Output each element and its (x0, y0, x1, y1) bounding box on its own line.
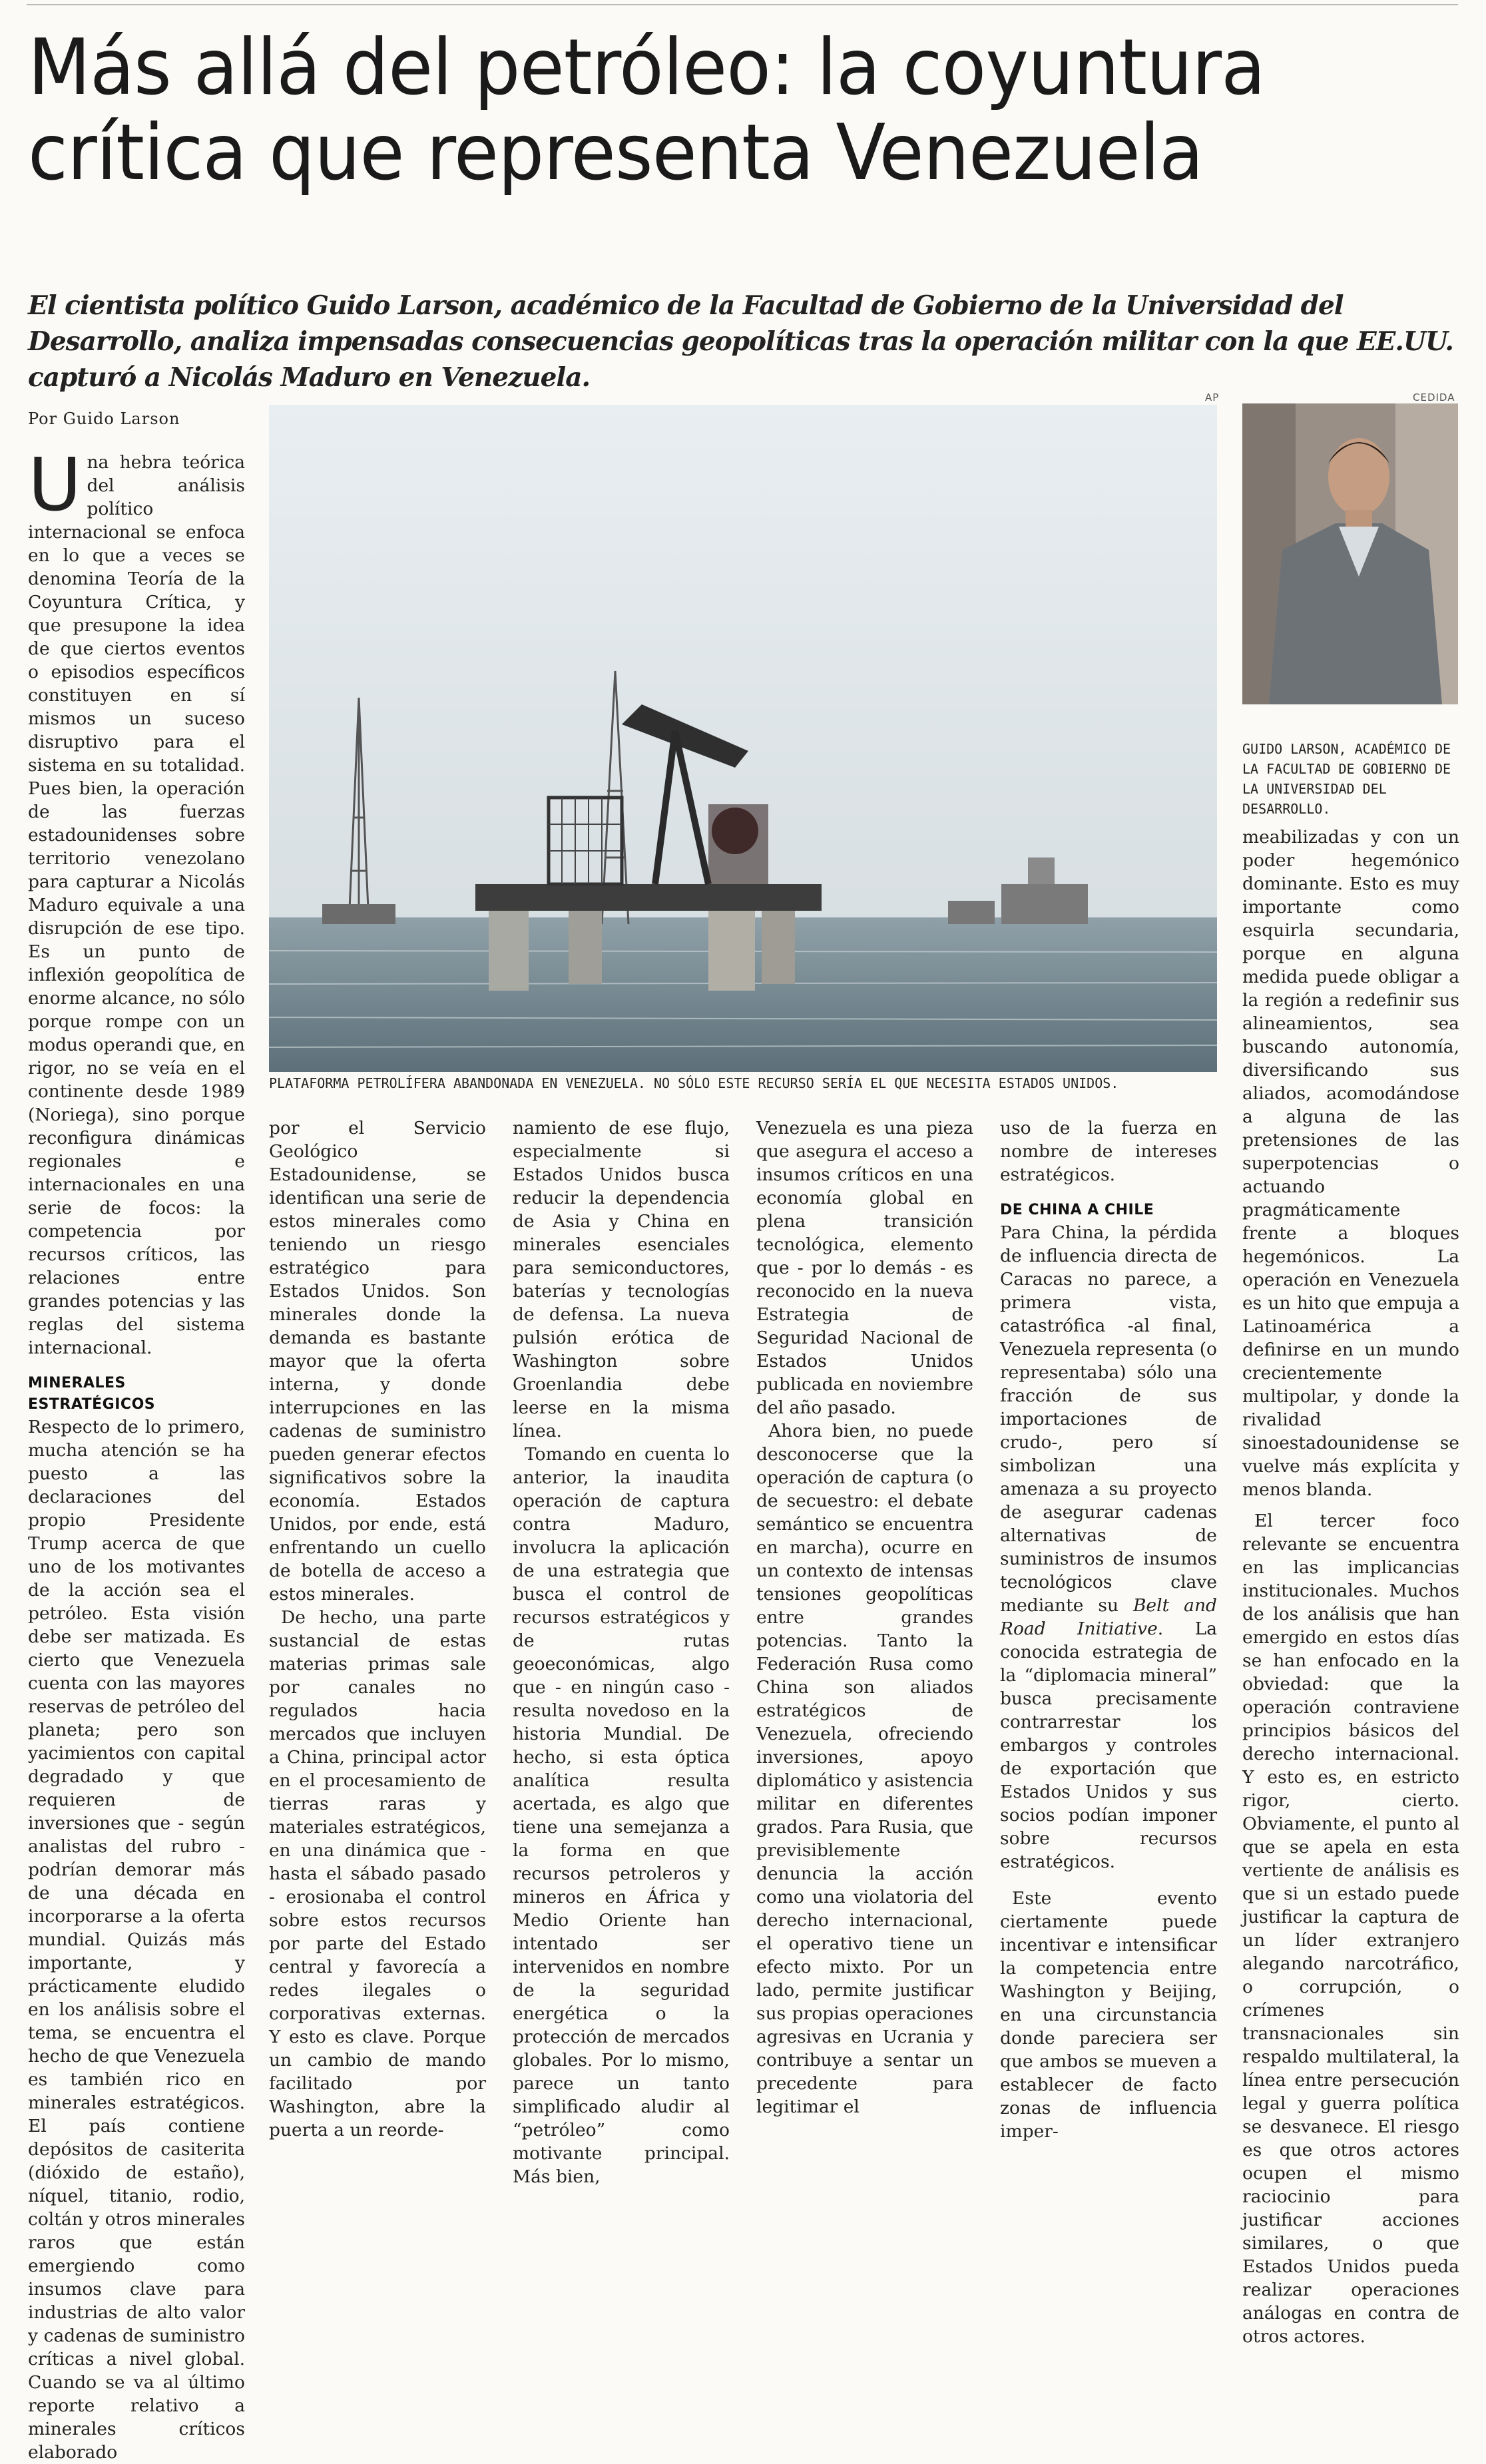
belt-road-italic: Belt and Road Initiative (1000, 1595, 1217, 1639)
col3-paragraph-2: Tomando en cuenta lo anterior, la inaudita operación de captura contra Maduro, involucra la aplicación de una estrategia que busca el control de recursos estratégicos y de rutas geoeconómicas, algo que - en ningún caso - resulta novedoso en la historia Mundial. De hecho, si esta óptica analítica resulta acertada, es algo que tiene una semejanza a la forma en que recursos petroleros y mineros en África y Medio Oriente han intentado ser intervenidos en nombre de la seguridad energética o la protección de mercados globales. Por lo mismo, parece un tanto simplificado aludir al “petróleo” como motivante principal. Más bien, (513, 1444, 730, 2187)
oil-platform-illustration (269, 405, 1217, 1072)
caption-portrait: GUIDO LARSON, ACADÉMICO DE LA FACULTAD DE GOBIERNO DE LA UNIVERSIDAD DEL DESARROLLO. (1242, 741, 1451, 817)
column-2 (269, 1116, 486, 2142)
col6-paragraph-2: El tercer foco relevante se encuentra en las implicancias institucionales. Muchos de los análisis que han emergido en estos días se han enfocado en la obviedad: que la operación contraviene principios básicos del derecho internacional. Y esto es, en estricto rigor, cierto. Obviamente, el punto al que se apela en esta vertiente de análisis es que si un estado puede justificar la captura de un líder extranjero alegando narcotráfico, o corrupción, o crímenes transnacionales sin respaldo multilateral, la línea entre persecución legal y guerra política se desvanece. El riesgo es que otros actores ocupen el mismo raciocinio para justificar acciones similares, o que Estados Unidos pueda realizar operaciones análogas en contra de otros actores. (1242, 1511, 1459, 2347)
deck: El cientista político Guido Larson, académico de la Facultad de Gobierno de la Universidad del Desarrollo, analiza impensadas consecuencias geopolíticas tras la operación militar con la que EE.UU. capturó a Nicolás Maduro en Venezuela. (28, 290, 1454, 393)
col4-paragraph-2: Ahora bien, no puede desconocerse que la operación de captura (o de secuestro: el debate semántico se encuentra en marcha), ocurre en un contexto de intensas tensiones geopolíticas entre grandes potencias. Tanto la Federación Rusa como China son aliados estratégicos de Venezuela, ofreciendo inversiones, apoyo diplomático y asistencia militar en diferentes grados. Para Rusia, que previsiblemente denuncia la acción como una violatoria del derecho internacional, el operativo tiene un efecto mixto. Por un lado, permite justificar sus propias operaciones agresivas en Ucrania y contribuye a sentar un precedente para legitimar el (756, 1421, 973, 2117)
col5-paragraph-3: Este evento ciertamente puede incentivar e intensificar la competencia entre Washington y Beijing, en una circunstancia donde pareciera ser que ambos se mueven a establecer de facto zonas de influencia imper- (1000, 1888, 1217, 2142)
col5-paragraph-1: uso de la fuerza en nombre de intereses estratégicos. (1000, 1118, 1217, 1185)
column-4 (756, 1116, 973, 2118)
col1-paragraph: Respecto de lo primero, mucha atención se ha puesto a las declaraciones del propio Presidente Trump acerca de que uno de los motivantes de la acción sea el petróleo. Esta visión debe ser matizada. Es cierto que Venezuela cuenta con las mayores reservas de petróleo del planeta; pero son yacimientos con capital degradado y que requieren de inversiones que - según analistas del rubro - podrían demorar más de una década en incorporarse a la oferta mundial. Quizás más importante, y prácticamente eludido en los análisis sobre el tema, se encuentra el hecho de que Venezuela es también rico en minerales estratégicos. El país contiene depósitos de casiterita (dióxido de estaño), níquel, titanio, rodio, coltán y otros minerales raros que están emergiendo como insumos clave para industrias de alto valor y cadenas de suministro críticas a nivel global. Cuando se va al último reporte relativo a minerales críticos elaborado (28, 1417, 245, 2463)
photo-credit-main: AP (1205, 391, 1220, 403)
col3-paragraph-1: namiento de ese flujo, especialmente si Estados Unidos busca reducir la dependencia de Asia y China en minerales esenciales para semiconductores, baterías y tecnologías de defensa. La nueva pulsión erótica de Washington sobre Groenlandia debe leerse en la misma línea. (513, 1118, 730, 1441)
col2-paragraph-1: por el Servicio Geológico Estadounidense, se identifican una serie de estos minerales como teniendo un riesgo estratégico para Estados Unidos. Son minerales donde la demanda es bastante mayor que la oferta interna, y donde interrupciones en las cadenas de suministro pueden generar efectos significativos sobre la economía. Estados Unidos, por ende, está enfrentando un cuello de botella de acceso a estos minerales. (269, 1118, 486, 1604)
headline: Más allá del petróleo: la coyuntura crítica que representa Venezuela (28, 23, 1265, 198)
column-1 (28, 407, 245, 2464)
column-3 (513, 1116, 730, 2188)
portrait-illustration (1242, 403, 1458, 704)
intro-text: na hebra teórica del análisis político internacional se enfoca en lo que a veces se denomina Teoría de la Coyuntura Crítica, y que presupone la idea de que ciertos eventos o episodios específicos constituyen en sí mismos un suceso disruptivo para el sistema en su totalidad. Pues bien, la operación de las fuerzas estadounidenses sobre territorio venezolano para capturar a Nicolás Maduro equivale a una disrupción de ese tipo. Es un punto de inflexión geopolítica de enorme alcance, no sólo porque rompe con un modus operandi que, en rigor, no se veía en el continente desde 1989 (Noriega), sino porque reconfigura dinámicas regionales e internacionales en una serie de focos: la competencia por recursos críticos, las relaciones entre grandes potencias y las reglas del sistema internacional. (28, 452, 245, 1358)
dropcap: U (28, 442, 82, 527)
oil-platform-photo (269, 405, 1217, 1072)
column-5 (1000, 1116, 1217, 2143)
col4-paragraph-1: Venezuela es una pieza que asegura el acceso a insumos críticos en una economía global en plena transición tecnológica, elemento que - por lo demás - es reconocido en la nueva Estrategia de Seguridad Nacional de Estados Unidos publicada en noviembre del año pasado. (756, 1118, 973, 1418)
col2-paragraph-2: De hecho, una parte sustancial de estas materias primas sale por canales no regulados hacia mercados que incluyen a China, principal actor en el procesamiento de tierras raras y materiales estratégicos, en una dinámica que - hasta el sábado pasado - erosionaba el control sobre estos recursos por parte del Estado central y favorecía a redes ilegales o corporativas externas. Y esto es clave. Porque un cambio de mando facilitado por Washington, abre la puerta a un reorde- (269, 1607, 486, 2140)
photo-credit-portrait: CEDIDA (1413, 391, 1455, 403)
subhead-minerales: MINERALES ESTRATÉGICOS (28, 1375, 156, 1413)
subhead-china-chile: DE CHINA A CHILE (1000, 1202, 1154, 1218)
column-6 (1242, 826, 1459, 2348)
col5-paragraph-2: Para China, la pérdida de influencia directa de Caracas no parece, a primera vista, catastrófica -al final, Venezuela representa (o representaba) sólo una fracción de sus importaciones de crudo-, pero sí simbolizan una amenaza a su proyecto de asegurar cadenas alternativas de suministros de insumos tecnológicos clave mediante su Belt and Road Initiative. La conocida estrategia de la “diplomacia mineral” busca precisamente contrarrestar los embargos y controles de exportación que Estados Unidos y sus socios podían imponer sobre recursos estratégicos. (1000, 1222, 1217, 1872)
top-rule (27, 4, 1458, 5)
byline: Por Guido Larson (28, 409, 180, 428)
intro-paragraph (28, 442, 245, 1359)
col6-paragraph-1: meabilizadas y con un poder hegemónico dominante. Esto es muy importante como esquirla secundaria, porque en alguna medida puede obligar a la región a redefinir sus alineamientos, sea buscando autonomía, diversificando sus aliados, acomodándose a alguna de las pretensiones de las superpotencias o actuando pragmáticamente frente a bloques hegemónicos. La operación en Venezuela es un hito que empuja a Latinoamérica a definirse en un mundo crecientemente multipolar, y donde la rivalidad sinoestadounidense se vuelve más explícita y menos blanda. (1242, 827, 1459, 1500)
caption-main: PLATAFORMA PETROLÍFERA ABANDONADA EN VENEZUELA. NO SÓLO ESTE RECURSO SERÍA EL QUE NECESITA ESTADOS UNIDOS. (269, 1075, 1119, 1091)
portrait-photo (1242, 403, 1458, 704)
